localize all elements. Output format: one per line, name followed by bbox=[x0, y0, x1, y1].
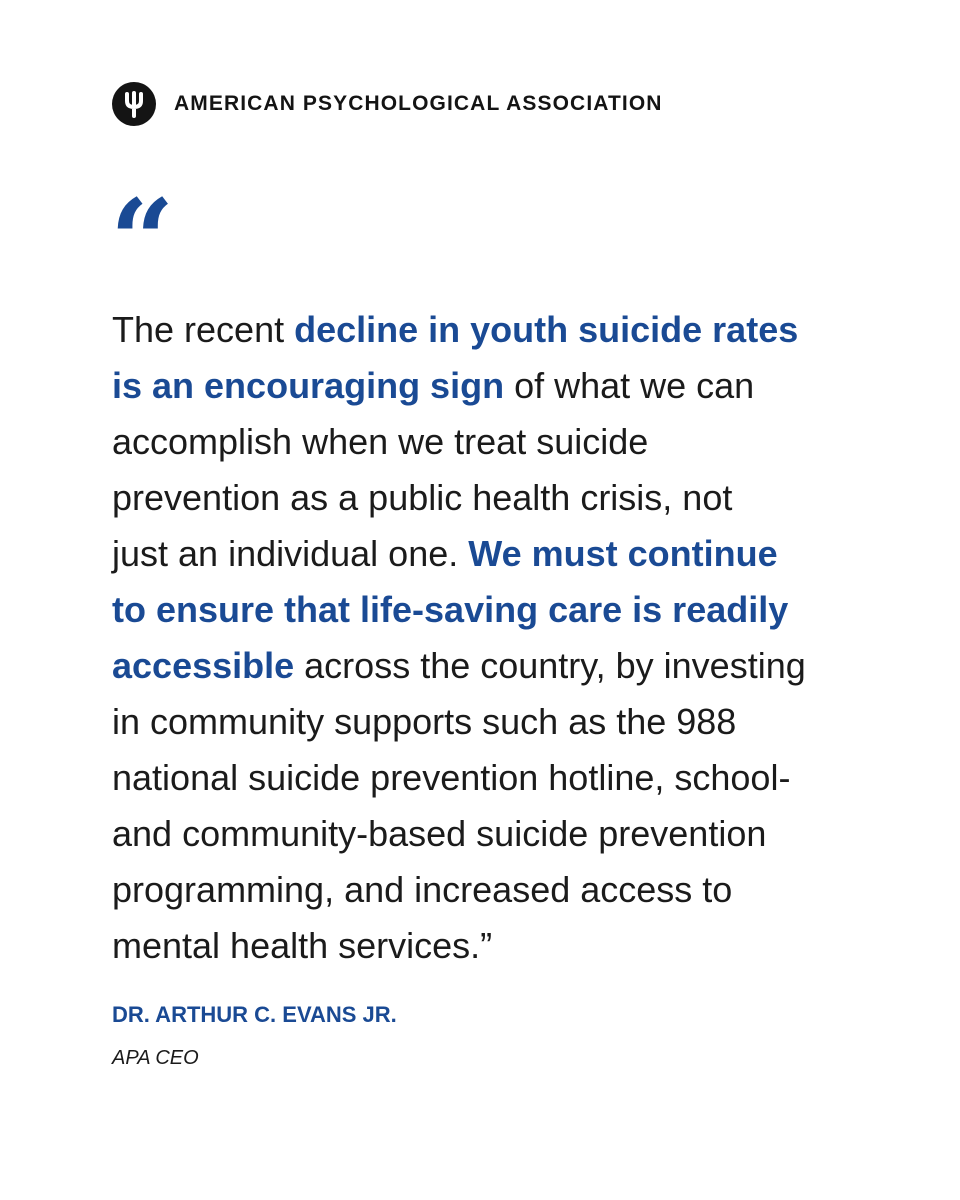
quote-segment: of what we can bbox=[504, 365, 755, 406]
quote-highlight: decline in youth suicide rates bbox=[294, 309, 799, 350]
quote-segment: in community supports such as the 988 bbox=[112, 701, 737, 742]
quote-line bbox=[112, 358, 872, 414]
quote-line bbox=[112, 638, 872, 694]
quote-segment: prevention as a public health crisis, not bbox=[112, 477, 733, 518]
quote-highlight: is an encouraging sign bbox=[112, 365, 505, 406]
quote-segment: and community-based suicide prevention bbox=[112, 813, 767, 854]
quote-text bbox=[112, 302, 872, 974]
quote-line bbox=[112, 694, 872, 750]
quote-line bbox=[112, 470, 872, 526]
quote-line bbox=[112, 750, 872, 806]
quote-line bbox=[112, 918, 872, 974]
quote-highlight: to ensure that life-saving care is readily bbox=[112, 589, 789, 630]
quote-segment: programming, and increased access to bbox=[112, 869, 733, 910]
open-quote-mark: “ bbox=[110, 176, 175, 307]
quote-highlight: accessible bbox=[112, 645, 295, 686]
quote-segment: accomplish when we treat suicide bbox=[112, 421, 649, 462]
quote-line bbox=[112, 414, 872, 470]
quote-line bbox=[112, 582, 872, 638]
org-name: AMERICAN PSYCHOLOGICAL ASSOCIATION bbox=[174, 92, 663, 115]
quote-line bbox=[112, 806, 872, 862]
attribution-name: DR. ARTHUR C. EVANS JR. bbox=[112, 1002, 397, 1027]
quote-segment: The recent bbox=[112, 309, 295, 350]
quote-segment: mental health services.” bbox=[112, 925, 493, 966]
quote-line bbox=[112, 302, 872, 358]
quote-segment: just an individual one. bbox=[112, 533, 469, 574]
attribution-role: APA CEO bbox=[112, 1047, 199, 1069]
quote-segment: national suicide prevention hotline, school- bbox=[112, 757, 791, 798]
psi-logo-icon bbox=[112, 82, 156, 126]
header bbox=[112, 80, 663, 128]
quote-line bbox=[112, 526, 872, 582]
quote-highlight: We must continue bbox=[468, 533, 778, 574]
quote-segment: across the country, by investing bbox=[294, 645, 806, 686]
quote-line bbox=[112, 862, 872, 918]
